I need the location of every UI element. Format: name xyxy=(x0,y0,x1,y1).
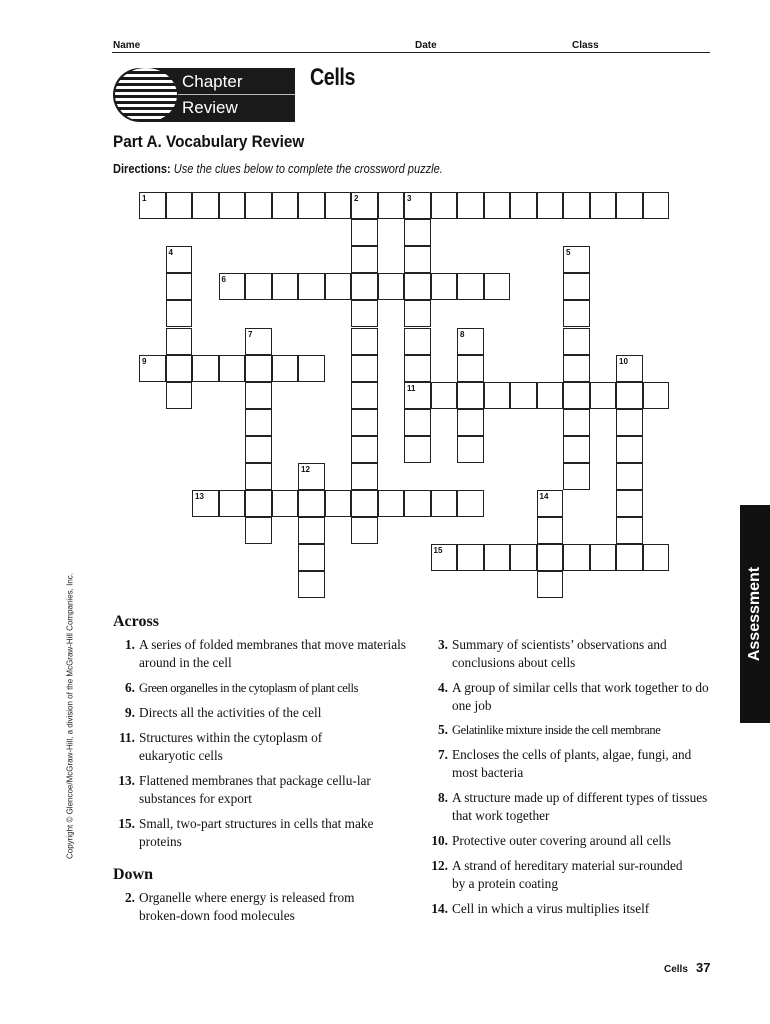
crossword-cell-10[interactable] xyxy=(616,355,643,382)
crossword-cell[interactable] xyxy=(537,192,564,219)
crossword-cell[interactable] xyxy=(431,273,458,300)
crossword-cell[interactable] xyxy=(166,382,193,409)
crossword-cell[interactable] xyxy=(166,355,193,382)
footer-chapter-label: Cells xyxy=(664,964,688,975)
clue-number: 4. xyxy=(438,680,448,695)
crossword-cell[interactable] xyxy=(537,544,564,571)
crossword-cell[interactable] xyxy=(272,192,299,219)
crossword-cell[interactable] xyxy=(563,192,590,219)
crossword-cell-9[interactable] xyxy=(139,355,166,382)
crossword-cell[interactable] xyxy=(616,517,643,544)
crossword-cell[interactable] xyxy=(378,273,405,300)
copyright-notice: Copyright © Glencoe/McGraw-Hill, a division of the McGraw-Hill Companies, Inc. xyxy=(65,573,75,859)
clue-number-label: 5 xyxy=(566,248,571,258)
crossword-cell[interactable] xyxy=(563,273,590,300)
crossword-cell-15[interactable] xyxy=(431,544,458,571)
crossword-cell[interactable] xyxy=(166,273,193,300)
crossword-cell[interactable] xyxy=(643,382,670,409)
clue-number: 14. xyxy=(431,901,448,916)
clue-number-label: 3 xyxy=(407,194,412,203)
crossword-cell[interactable] xyxy=(590,192,617,219)
badge-divider xyxy=(178,94,295,95)
crossword-cell[interactable] xyxy=(643,544,670,571)
crossword-cell[interactable] xyxy=(166,328,193,355)
crossword-cell[interactable] xyxy=(616,409,643,436)
crossword-cell[interactable] xyxy=(219,192,246,219)
crossword-cell[interactable] xyxy=(166,300,193,327)
crossword-cell[interactable] xyxy=(616,436,643,463)
clue-text: Summary of scientists’ observations and conclusions about cells xyxy=(452,637,667,670)
crossword-cell[interactable] xyxy=(590,544,617,571)
down-clue xyxy=(426,721,726,741)
crossword-cell[interactable] xyxy=(351,355,378,382)
crossword-cell[interactable] xyxy=(563,409,590,436)
crossword-cell[interactable] xyxy=(245,273,272,300)
clue-number-label: 13 xyxy=(195,492,204,502)
crossword-cell[interactable] xyxy=(510,544,537,571)
clue-number: 8. xyxy=(438,790,448,805)
crossword-cell[interactable] xyxy=(563,300,590,327)
crossword-cell-13[interactable] xyxy=(192,490,219,517)
crossword-cell[interactable] xyxy=(537,382,564,409)
across-clue xyxy=(113,729,413,769)
crossword-cell[interactable] xyxy=(298,571,325,598)
crossword-cell[interactable] xyxy=(404,436,431,463)
crossword-cell[interactable] xyxy=(272,355,299,382)
crossword-cell[interactable] xyxy=(510,382,537,409)
crossword-cell[interactable] xyxy=(245,517,272,544)
clue-number: 1. xyxy=(125,637,135,652)
clue-number: 6. xyxy=(125,680,135,695)
clue-number-label: 10 xyxy=(619,356,628,366)
crossword-cell[interactable] xyxy=(351,273,378,300)
crossword-cell[interactable] xyxy=(325,192,352,219)
down-clue xyxy=(426,746,726,786)
crossword-cell[interactable] xyxy=(484,273,511,300)
crossword-cell[interactable] xyxy=(616,463,643,490)
crossword-cell[interactable] xyxy=(404,490,431,517)
clue-number: 7. xyxy=(438,747,448,762)
crossword-cell[interactable] xyxy=(616,544,643,571)
crossword-cell[interactable] xyxy=(298,355,325,382)
clue-number-label: 8 xyxy=(460,329,465,339)
crossword-cell[interactable] xyxy=(351,490,378,517)
clue-number-label: 12 xyxy=(301,465,310,474)
crossword-cell[interactable] xyxy=(404,246,431,273)
crossword-cell[interactable] xyxy=(166,192,193,219)
crossword-cell[interactable] xyxy=(404,409,431,436)
crossword-cell[interactable] xyxy=(298,517,325,544)
across-clue xyxy=(113,636,413,676)
crossword-cell[interactable] xyxy=(616,382,643,409)
clue-number: 2. xyxy=(125,890,135,905)
across-clue xyxy=(113,704,413,724)
crossword-cell[interactable] xyxy=(484,544,511,571)
crossword-cell[interactable] xyxy=(245,409,272,436)
crossword-cell[interactable] xyxy=(457,273,484,300)
crossword-cell-11[interactable] xyxy=(404,382,431,409)
clue-number: 15. xyxy=(118,816,135,831)
crossword-cell[interactable] xyxy=(298,273,325,300)
clue-number-label: 14 xyxy=(539,492,549,502)
clue-text: Gelatinlike mixture inside the cell membrane xyxy=(452,723,661,737)
date-label: Date xyxy=(415,40,437,51)
directions-label: Directions: xyxy=(113,161,171,176)
clue-text: Organelle where energy is released from broken-down food molecules xyxy=(139,890,355,923)
clue-text: A structure made up of different types of tissues that work together xyxy=(452,790,708,823)
clue-number: 9. xyxy=(125,705,135,720)
clue-text: A strand of hereditary material sur-rounded by a protein coating xyxy=(452,858,683,891)
crossword-cell[interactable] xyxy=(351,328,378,355)
crossword-cell-4[interactable] xyxy=(166,246,193,273)
crossword-cell-7[interactable] xyxy=(245,328,272,355)
clue-number: 5. xyxy=(438,722,448,737)
crossword-cell[interactable] xyxy=(351,517,378,544)
down-clue xyxy=(426,857,726,897)
clue-number-label: 6 xyxy=(221,275,226,285)
crossword-cell-8[interactable] xyxy=(457,328,484,355)
clue-number: 13. xyxy=(118,773,135,788)
crossword-cell[interactable] xyxy=(351,300,378,327)
crossword-cell[interactable] xyxy=(563,436,590,463)
crossword-cell[interactable] xyxy=(537,517,564,544)
clue-number-label: 1 xyxy=(142,194,147,203)
down-clue xyxy=(426,832,726,852)
assessment-tab-label: Assessment xyxy=(746,566,763,662)
crossword-cell[interactable] xyxy=(457,192,484,219)
crossword-cell[interactable] xyxy=(351,382,378,409)
clue-text: Cell in which a virus multiplies itself xyxy=(452,901,650,916)
down-heading: Down xyxy=(113,866,154,883)
clue-number: 3. xyxy=(438,637,448,652)
crossword-cell[interactable] xyxy=(457,490,484,517)
crossword-cell[interactable] xyxy=(192,355,219,382)
crossword-cell[interactable] xyxy=(245,355,272,382)
clue-text: A group of similar cells that work together to do one job xyxy=(452,680,709,713)
across-heading: Across xyxy=(113,613,159,630)
crossword-cell[interactable] xyxy=(351,463,378,490)
clue-text: Structures within the cytoplasm of eukaryotic cells xyxy=(139,730,323,763)
crossword-cell[interactable] xyxy=(457,382,484,409)
striped-globe-icon xyxy=(115,68,177,122)
clue-text: Green organelles in the cytoplasm of plant cells xyxy=(139,681,359,695)
crossword-cell[interactable] xyxy=(484,192,511,219)
crossword-cell[interactable] xyxy=(457,436,484,463)
badge-review-text: Review xyxy=(182,98,238,117)
part-title: Part A. Vocabulary Review xyxy=(113,132,305,151)
crossword-cell[interactable] xyxy=(457,544,484,571)
chapter-title: Cells xyxy=(310,64,355,91)
crossword-cell[interactable] xyxy=(563,544,590,571)
clue-number-label: 7 xyxy=(248,329,253,339)
crossword-cell[interactable] xyxy=(245,463,272,490)
crossword-cell[interactable] xyxy=(563,382,590,409)
down-clue xyxy=(426,789,726,829)
crossword-cell[interactable] xyxy=(272,490,299,517)
crossword-cell[interactable] xyxy=(590,382,617,409)
crossword-cell[interactable] xyxy=(351,246,378,273)
crossword-cell-2[interactable] xyxy=(351,192,378,219)
crossword-cell[interactable] xyxy=(298,192,325,219)
crossword-cell[interactable] xyxy=(457,409,484,436)
class-label: Class xyxy=(572,40,599,51)
clue-text: Directs all the activities of the cell xyxy=(139,705,322,720)
down-clue xyxy=(426,679,726,719)
crossword-cell[interactable] xyxy=(298,490,325,517)
crossword-cell[interactable] xyxy=(404,219,431,246)
down-clue xyxy=(426,636,726,676)
crossword-cell[interactable] xyxy=(298,544,325,571)
crossword-cell[interactable] xyxy=(325,273,352,300)
clue-number-label: 2 xyxy=(354,194,359,203)
crossword-cell[interactable] xyxy=(510,192,537,219)
clue-number: 11. xyxy=(119,730,135,745)
crossword-cell[interactable] xyxy=(431,382,458,409)
down-clue xyxy=(426,900,726,920)
clue-number-label: 11 xyxy=(407,383,416,393)
crossword-cell[interactable] xyxy=(563,328,590,355)
clue-text: Flattened membranes that package cellu-lar substances for export xyxy=(139,773,371,806)
crossword-cell[interactable] xyxy=(245,382,272,409)
crossword-cell-1[interactable] xyxy=(139,192,166,219)
crossword-cell[interactable] xyxy=(272,273,299,300)
crossword-cell[interactable] xyxy=(404,328,431,355)
name-label: Name xyxy=(113,40,141,51)
clue-number-label: 15 xyxy=(433,546,443,556)
across-clue xyxy=(113,679,413,699)
crossword-cell[interactable] xyxy=(563,355,590,382)
crossword-cell[interactable] xyxy=(378,192,405,219)
crossword-cell-12[interactable] xyxy=(298,463,325,490)
crossword-cell[interactable] xyxy=(404,355,431,382)
clue-text: Encloses the cells of plants, algae, fungi, and most bacteria xyxy=(452,747,692,780)
crossword-cell[interactable] xyxy=(192,192,219,219)
crossword-cell-3[interactable] xyxy=(404,192,431,219)
clue-number: 10. xyxy=(431,833,448,848)
header-rule xyxy=(112,52,710,53)
crossword-cell[interactable] xyxy=(404,273,431,300)
clue-text: Protective outer covering around all cells xyxy=(452,833,671,848)
crossword-cell[interactable] xyxy=(537,571,564,598)
crossword-cell[interactable] xyxy=(431,192,458,219)
crossword-cell[interactable] xyxy=(351,409,378,436)
directions xyxy=(113,161,443,176)
clue-text: Small, two-part structures in cells that make proteins xyxy=(139,816,374,849)
crossword-cell[interactable] xyxy=(378,490,405,517)
crossword-cell[interactable] xyxy=(245,490,272,517)
crossword-cell[interactable] xyxy=(457,355,484,382)
clue-number-label: 4 xyxy=(168,248,173,258)
crossword-cell-6[interactable] xyxy=(219,273,246,300)
crossword-cell[interactable] xyxy=(616,192,643,219)
crossword-cell[interactable] xyxy=(404,300,431,327)
across-clue xyxy=(113,815,413,855)
down-clue xyxy=(113,889,413,929)
crossword-cell[interactable] xyxy=(325,490,352,517)
crossword-cell[interactable] xyxy=(616,490,643,517)
crossword-cell[interactable] xyxy=(351,219,378,246)
clue-number-label: 9 xyxy=(142,356,147,366)
crossword-cell[interactable] xyxy=(245,192,272,219)
clue-number: 12. xyxy=(431,858,448,873)
crossword-cell[interactable] xyxy=(219,490,246,517)
crossword-cell[interactable] xyxy=(431,490,458,517)
directions-text: Use the clues below to complete the crossword puzzle. xyxy=(173,161,443,176)
crossword-cell[interactable] xyxy=(219,355,246,382)
crossword-cell[interactable] xyxy=(245,436,272,463)
crossword-cell-5[interactable] xyxy=(563,246,590,273)
badge-chapter-text: Chapter xyxy=(182,72,243,91)
across-clue xyxy=(113,772,413,812)
crossword-cell-14[interactable] xyxy=(537,490,564,517)
crossword-cell[interactable] xyxy=(351,436,378,463)
page-number: 37 xyxy=(696,960,711,975)
crossword-cell[interactable] xyxy=(484,382,511,409)
clue-text: A series of folded membranes that move materials around in the cell xyxy=(139,637,406,670)
crossword-cell[interactable] xyxy=(563,463,590,490)
crossword-cell[interactable] xyxy=(643,192,670,219)
